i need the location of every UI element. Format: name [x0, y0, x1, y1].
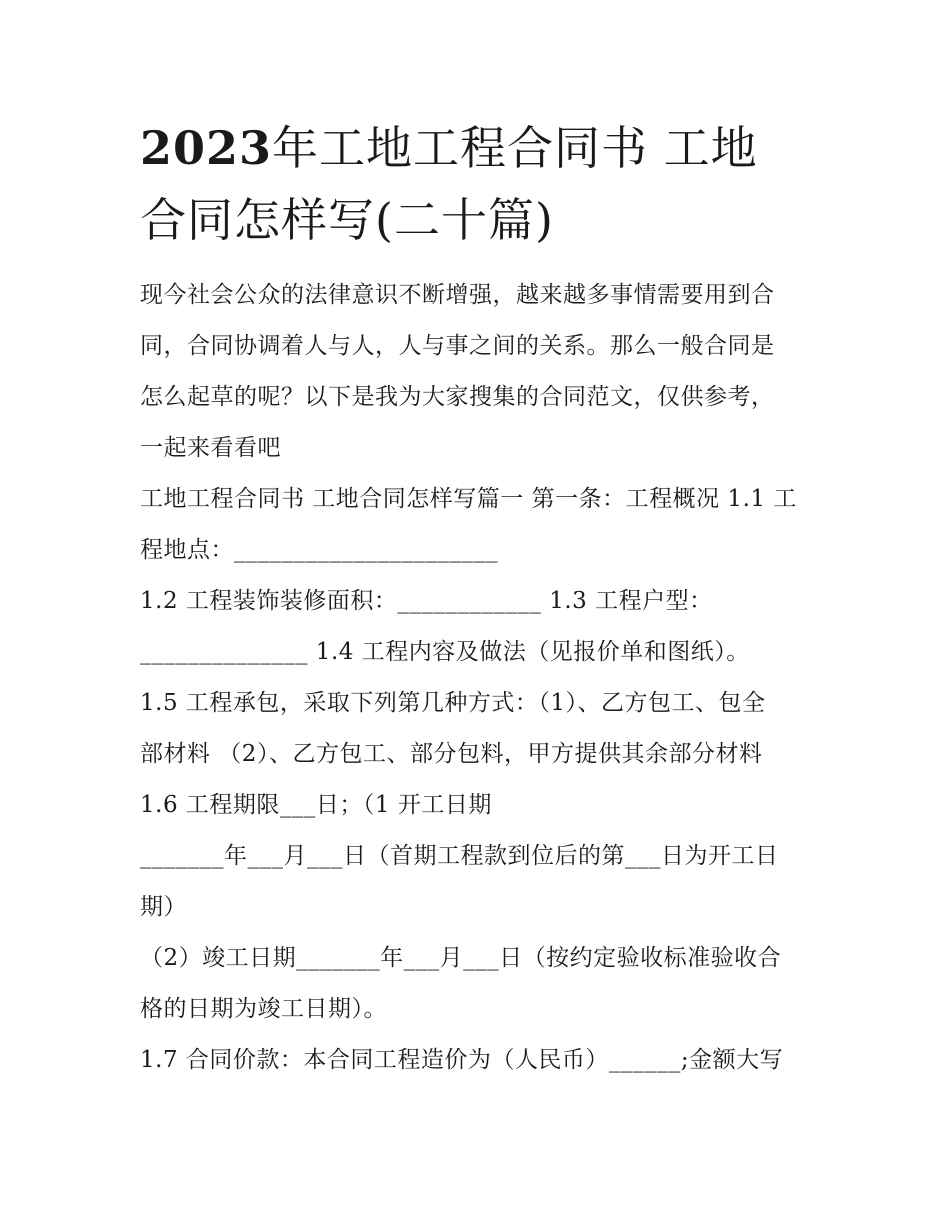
body-line: 同，合同协调着人与人，人与事之间的关系。那么一般合同是: [140, 333, 775, 359]
body-line: 1.6 工程期限___日；（1 开工日期: [140, 792, 492, 818]
title-line-2: 合同怎样写(二十篇): [140, 193, 554, 247]
body-line: 1.2 工程装饰装修面积：____________ 1.3 工程户型：: [140, 588, 713, 614]
body-line: 1.7 合同价款：本合同工程造价为（人民币）______;金额大写: [140, 1047, 784, 1073]
document-body: [140, 270, 820, 1086]
title-text-1: 年工地工程合同书 工地: [272, 121, 758, 175]
title-line-1: [140, 112, 820, 184]
body-line: 现今社会公众的法律意识不断增强，越来越多事情需要用到合: [140, 282, 775, 308]
body-line: 部材料 （2）、乙方包工、部分包料，甲方提供其余部分材料: [140, 741, 763, 767]
title-year: 2023: [140, 121, 273, 175]
body-line: 程地点：______________________: [140, 537, 498, 563]
body-line: ______________ 1.4 工程内容及做法（见报价单和图纸）。: [140, 639, 750, 665]
body-line: 格的日期为竣工日期）。: [140, 996, 387, 1022]
body-line: （2）竣工日期_______年___月___日（按约定验收标准验收合: [140, 945, 782, 971]
body-line: 期）: [140, 894, 187, 920]
document-title: [140, 112, 820, 256]
body-line: _______年___月___日（首期工程款到位后的第___日为开工日: [140, 843, 779, 869]
body-line: 一起来看看吧: [140, 435, 281, 461]
body-line: 怎么起草的呢？以下是我为大家搜集的合同范文，仅供参考，: [140, 384, 775, 410]
body-line: 工地工程合同书 工地合同怎样写篇一 第一条：工程概况 1.1 工: [140, 486, 797, 512]
document-page: [140, 112, 820, 1086]
body-line: 1.5 工程承包，采取下列第几种方式：（1）、乙方包工、包全: [140, 690, 766, 716]
